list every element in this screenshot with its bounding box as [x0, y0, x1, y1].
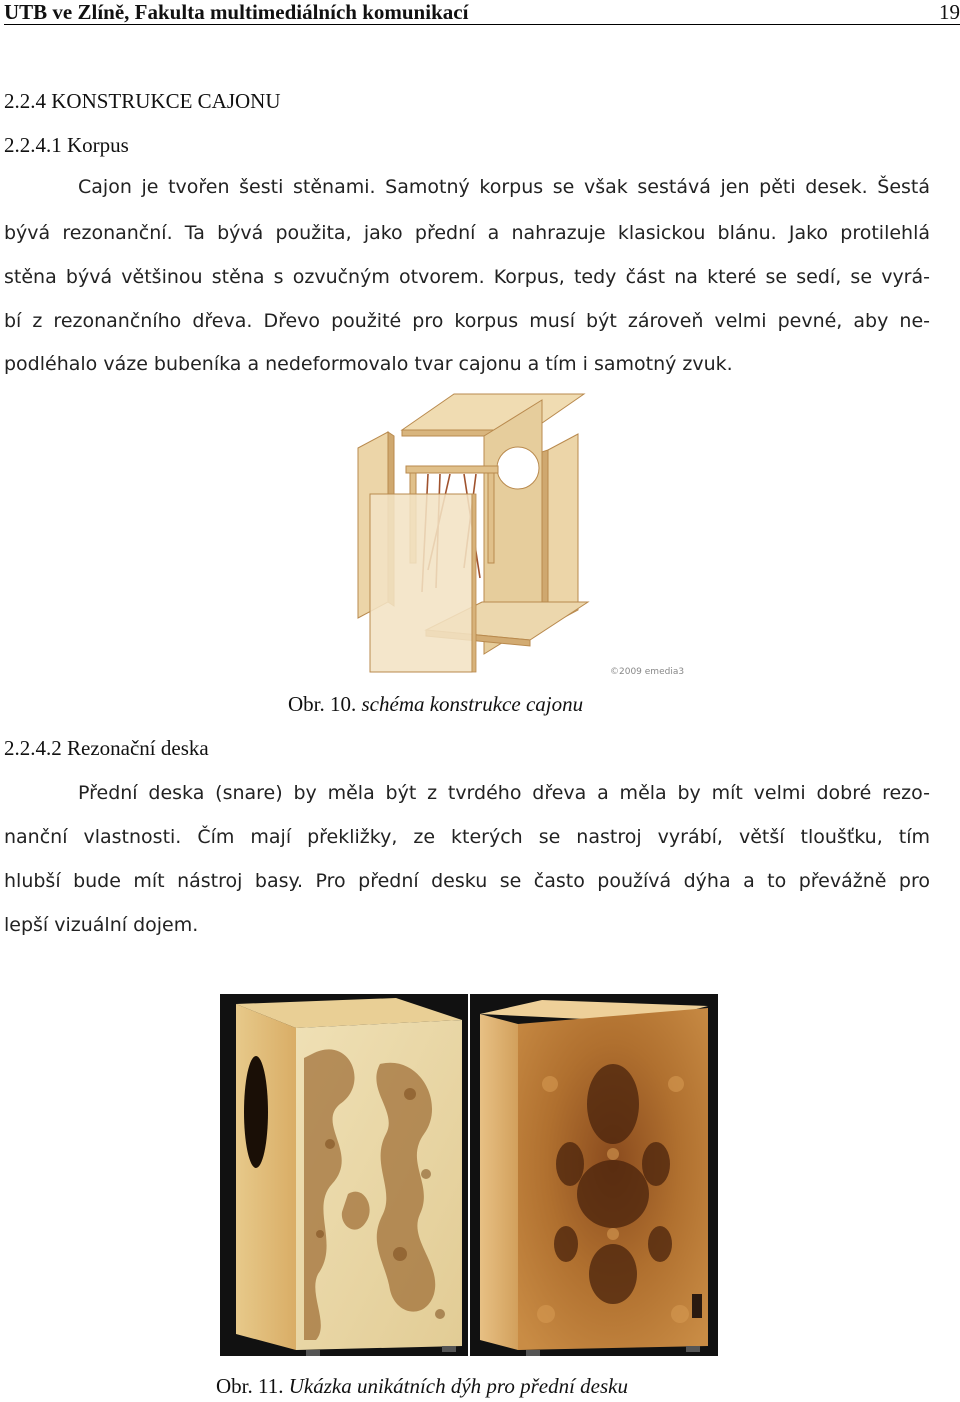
- paragraph-line: Cajon je tvořen šesti stěnami. Samotný korpus se však sestává jen pěti desek. Šestá: [78, 176, 930, 198]
- paragraph-line: hlubší bude mít nástroj basy. Pro přední desku se často používá dýha a to převážně pro: [4, 870, 930, 892]
- paragraph-line: bí z rezonančního dřeva. Dřevo použité pro korpus musí být zároveň velmi pevné, aby ne-: [4, 310, 930, 332]
- paragraph-line: bývá rezonanční. Ta bývá použita, jako přední a nahrazuje klasickou blánu. Jako protilehlá: [4, 222, 930, 244]
- page-header: [4, 0, 960, 25]
- paragraph-line: nanční vlastnosti. Čím mají překližky, ze kterých se nastroj vyrábí, větší tloušťku, tím: [4, 826, 930, 848]
- caption-text: schéma konstrukce cajonu: [361, 692, 584, 716]
- cajon-photo-dark-burl: [470, 994, 718, 1356]
- subsection-heading-rezonancni-deska: 2.2.4.2 Rezonační deska: [4, 736, 209, 760]
- section-heading: 2.2.4 KONSTRUKCE CAJONU: [4, 89, 281, 113]
- page-number: 19: [939, 0, 960, 24]
- caption-text: Ukázka unikátních dýh pro přední desku: [288, 1374, 628, 1398]
- figure-caption-11: [216, 1374, 628, 1399]
- header-title: UTB ve Zlíně, Fakulta multimediálních komunikací: [4, 0, 469, 24]
- paragraph-line: lepší vizuální dojem.: [4, 914, 199, 936]
- cajon-construction-diagram: [352, 392, 692, 680]
- figure-caption-10: [288, 692, 583, 717]
- exploded-cajon-drawing: [352, 392, 692, 680]
- paragraph-line: Přední deska (snare) by měla být z tvrdého dřeva a měla by mít velmi dobré rezo-: [78, 782, 930, 804]
- diagram-watermark: ©2009 emedia3: [610, 667, 685, 677]
- paragraph-line: podléhalo váze bubeníka a nedeformovalo tvar cajonu a tím i samotný zvuk.: [4, 353, 733, 375]
- caption-prefix: Obr. 10.: [288, 692, 357, 716]
- caption-prefix: Obr. 11.: [216, 1374, 284, 1398]
- cajon-photo-light-burl: [220, 994, 468, 1356]
- subsection-heading-korpus: 2.2.4.1 Korpus: [4, 133, 129, 157]
- paragraph-line: stěna bývá většinou stěna s ozvučným otvorem. Korpus, tedy část na které se sedí, se vyrá-: [4, 266, 930, 288]
